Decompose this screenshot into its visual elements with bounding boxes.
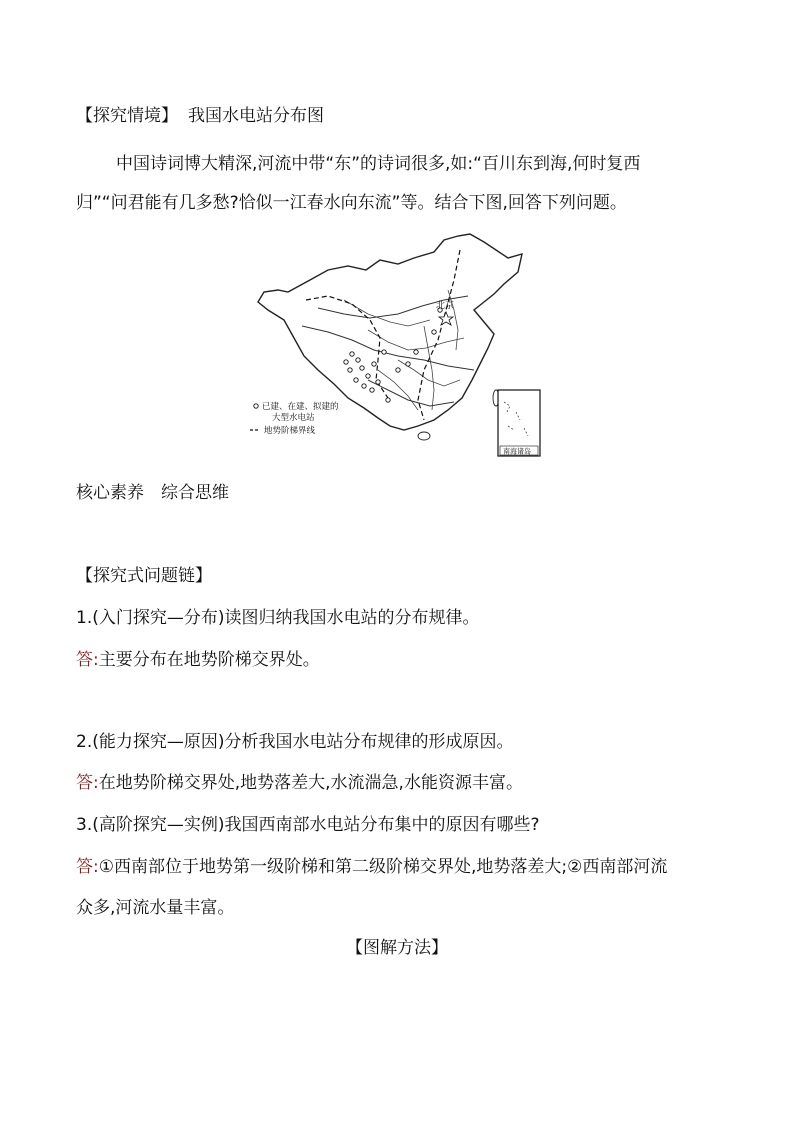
scenario-label: 【探究情境】 xyxy=(76,106,178,126)
answer-3-text: ①西南部位于地势第一级阶梯和第二级阶梯交界处,地势落差大;②西南部河流 xyxy=(98,857,668,877)
answer-label: 答: xyxy=(76,857,99,877)
legend-stations-label-2: 大型水电站 xyxy=(272,413,315,423)
answer-3-continued: 众多,河流水量丰富。 xyxy=(76,898,235,918)
answer-2 xyxy=(76,771,523,795)
scenario-heading xyxy=(76,104,324,128)
china-hydropower-map xyxy=(248,230,548,458)
question-3: 3.(高阶探究—实例)我国西南部水电站分布集中的原因有哪些? xyxy=(76,815,540,835)
answer-3 xyxy=(76,855,667,879)
question-chain-heading: 【探究式问题链】 xyxy=(76,566,212,586)
beijing-label: 北京 xyxy=(436,301,455,311)
map-legend xyxy=(250,401,339,436)
legend-stations-label: 已建、在建、拟建的 xyxy=(262,402,339,412)
island xyxy=(418,432,430,440)
question-2: 2.(能力探究—原因)分析我国水电站分布规律的形成原因。 xyxy=(76,732,514,752)
intro-line-2: 归”“问君能有几多愁?恰似一江春水向东流”等。结合下图,回答下列问题。 xyxy=(76,193,627,213)
inset-label: 南海诸岛 xyxy=(503,447,531,456)
scenario-title: 我国水电站分布图 xyxy=(188,106,324,126)
answer-label: 答: xyxy=(76,650,99,670)
answer-1 xyxy=(76,648,320,672)
question-1: 1.(入门探究—分布)读图归纳我国水电站的分布规律。 xyxy=(76,608,480,628)
answer-2-text: 在地势阶梯交界处,地势落差大,水流湍急,水能资源丰富。 xyxy=(98,773,523,793)
south-china-sea-inset xyxy=(498,390,540,456)
answer-label: 答: xyxy=(76,773,99,793)
answer-1-text: 主要分布在地势阶梯交界处。 xyxy=(98,650,320,670)
legend-boundary-label: 地势阶梯界线 xyxy=(264,426,316,436)
method-heading: 【图解方法】 xyxy=(346,938,448,958)
core-literacy: 核心素养 综合思维 xyxy=(76,483,229,503)
intro-line-1: 中国诗词博大精深,河流中带“东”的诗词很多,如:“百川东到海,何时复西 xyxy=(116,154,641,174)
